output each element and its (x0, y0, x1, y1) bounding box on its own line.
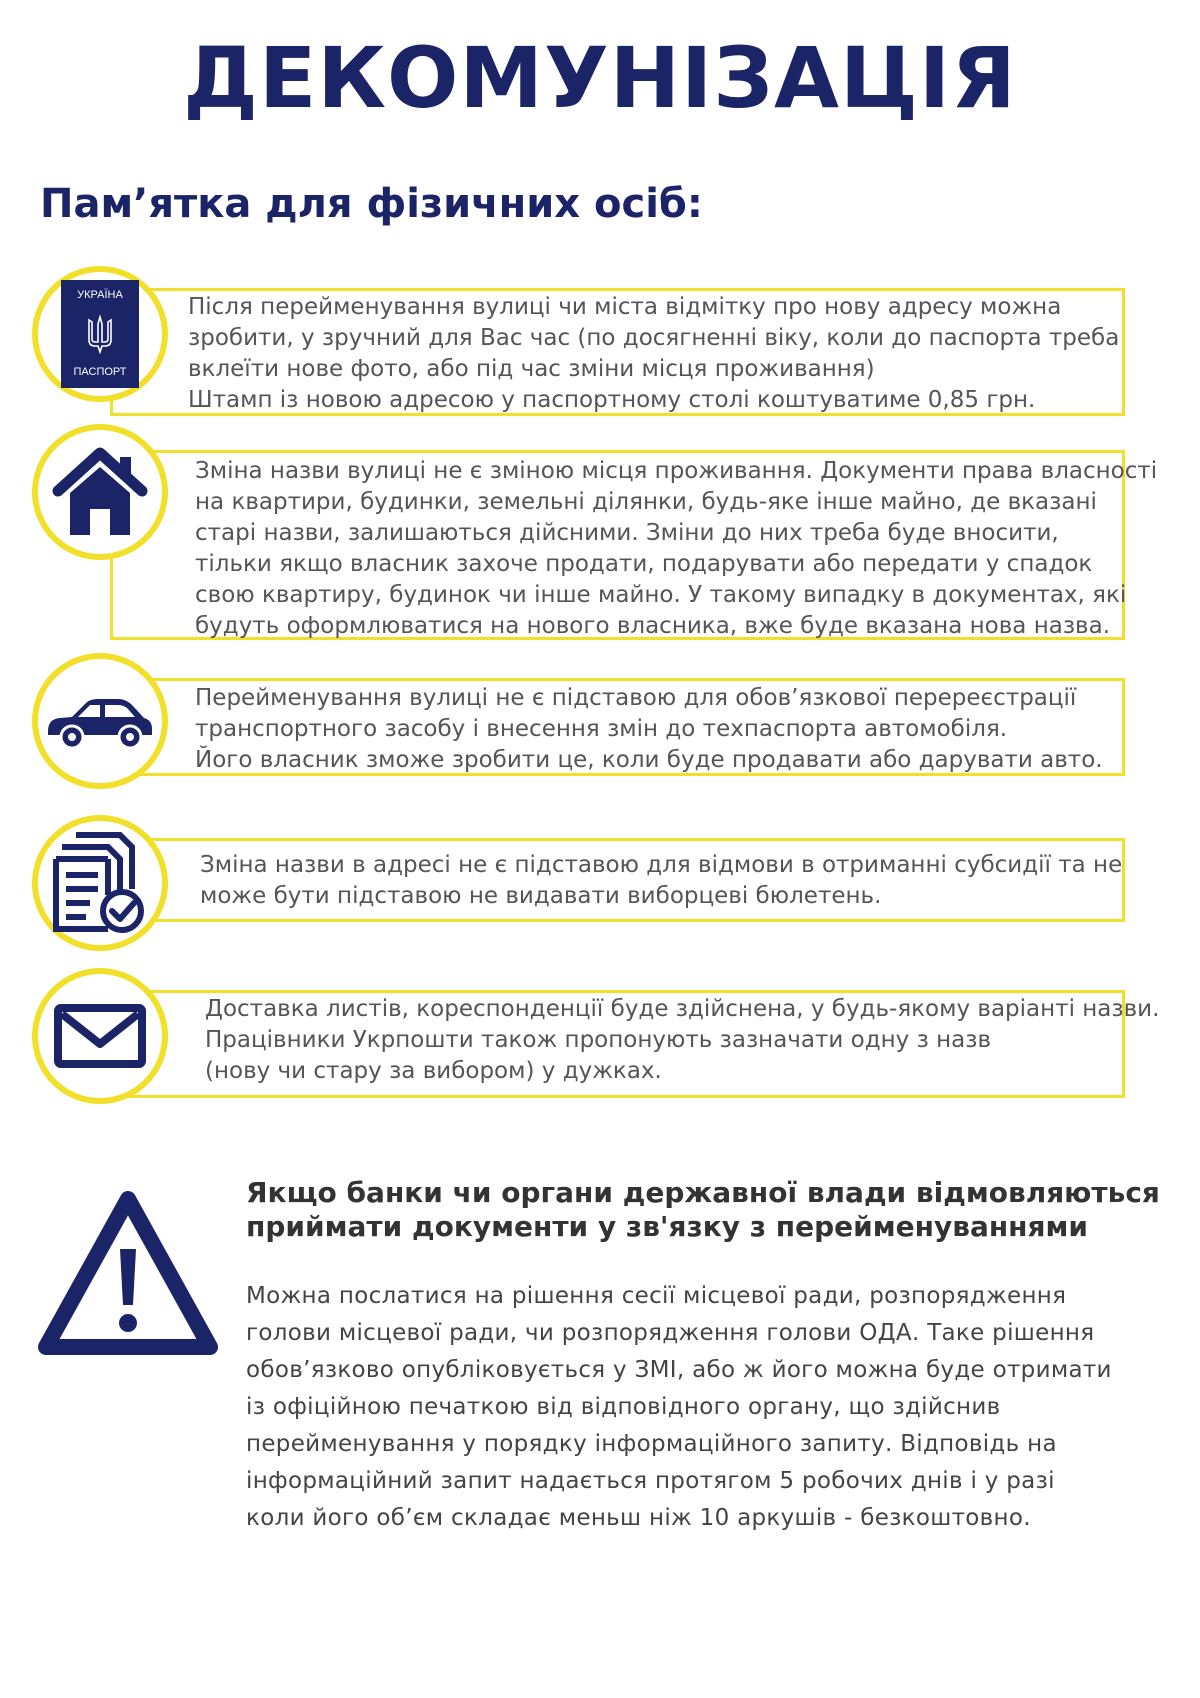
icon-circle (32, 815, 168, 951)
info-text: Після перейменування вулиці чи міста відмітку про нову адресу можна зробити, у зручний для Вас час (по досягненні віку, коли до паспорта треба вклеїти нове фото, або під час зміни місця проживання) Штамп із новою адресою у паспортному столі коштуватиме 0,85 грн. (188, 294, 1120, 413)
info-text: Доставка листів, кореспонденції буде здійснена, у будь-якому варіанті назви. Працівники Укрпошти також пропонують зазначати одну з назв (нову чи стару за вибором) у дужках. (205, 996, 1160, 1084)
warning-heading: Якщо банки чи органи державної влади відмовляються приймати документи у зв'язку з перейменуваннями (246, 1176, 1160, 1243)
documents-check-icon (50, 829, 150, 937)
icon-circle (32, 968, 168, 1104)
icon-circle (32, 653, 168, 789)
info-item-passport (0, 258, 1200, 418)
car-icon (44, 691, 156, 751)
icon-circle (32, 424, 168, 560)
info-text: Перейменування вулиці не є підставою для обов’язкової перереєстрації транспортного засобу і внесення змін до техпаспорта автомобіля. Його власник зможе зробити це, коли буде продавати або дарувати авто. (195, 685, 1103, 773)
info-item-subsidy (0, 810, 1200, 960)
info-item-property (0, 422, 1200, 642)
envelope-icon (54, 1004, 146, 1068)
info-text: Зміна назви в адресі не є підставою для відмови в отриманні субсидії та не може бути підставою не видавати виборцеві бюлетень. (200, 852, 1123, 909)
warning-icon (38, 1187, 218, 1362)
house-icon (50, 445, 150, 539)
page-subtitle: Пам’ятка для фізичних осіб: (40, 181, 703, 227)
passport-icon (61, 280, 139, 388)
info-item-vehicle (0, 650, 1200, 795)
warning-body: Можна послатися на рішення сесії місцевої ради, розпорядження голови місцевої ради, чи розпорядження голови ОДА. Таке рішення обов’язково опубліковується у ЗМІ, або ж його можна буде отримати із офіційною печаткою від відповідного органу, що здійснив перейменування у порядку інформаційного запиту. Відповідь на інформаційний запит надається протягом 5 робочих днів і у разі коли його об’єм складає меньш ніж 10 аркушів - безкоштовно. (246, 1283, 1112, 1531)
info-item-mail (0, 960, 1200, 1110)
trident-icon (85, 314, 115, 354)
icon-circle (32, 266, 168, 402)
info-text: Зміна назви вулиці не є зміною місця проживання. Документи права власності на квартири, будинки, земельні ділянки, будь-яке інше майно, де вказані старі назви, залишаються дійсними. Зміни до них треба буде вносити, тільки якщо власник захоче продати, подарувати або передати у спадок свою квартиру, будинок чи інше майно. У такому випадку в документах, які будуть оформлюватися на нового власника, вже буде вказана нова назва. (195, 458, 1158, 639)
page-title: ДЕКОМУНІЗАЦІЯ (183, 29, 1017, 127)
passport-country-label: УКРАЇНА (77, 289, 123, 301)
passport-label: ПАСПОРТ (73, 366, 127, 378)
